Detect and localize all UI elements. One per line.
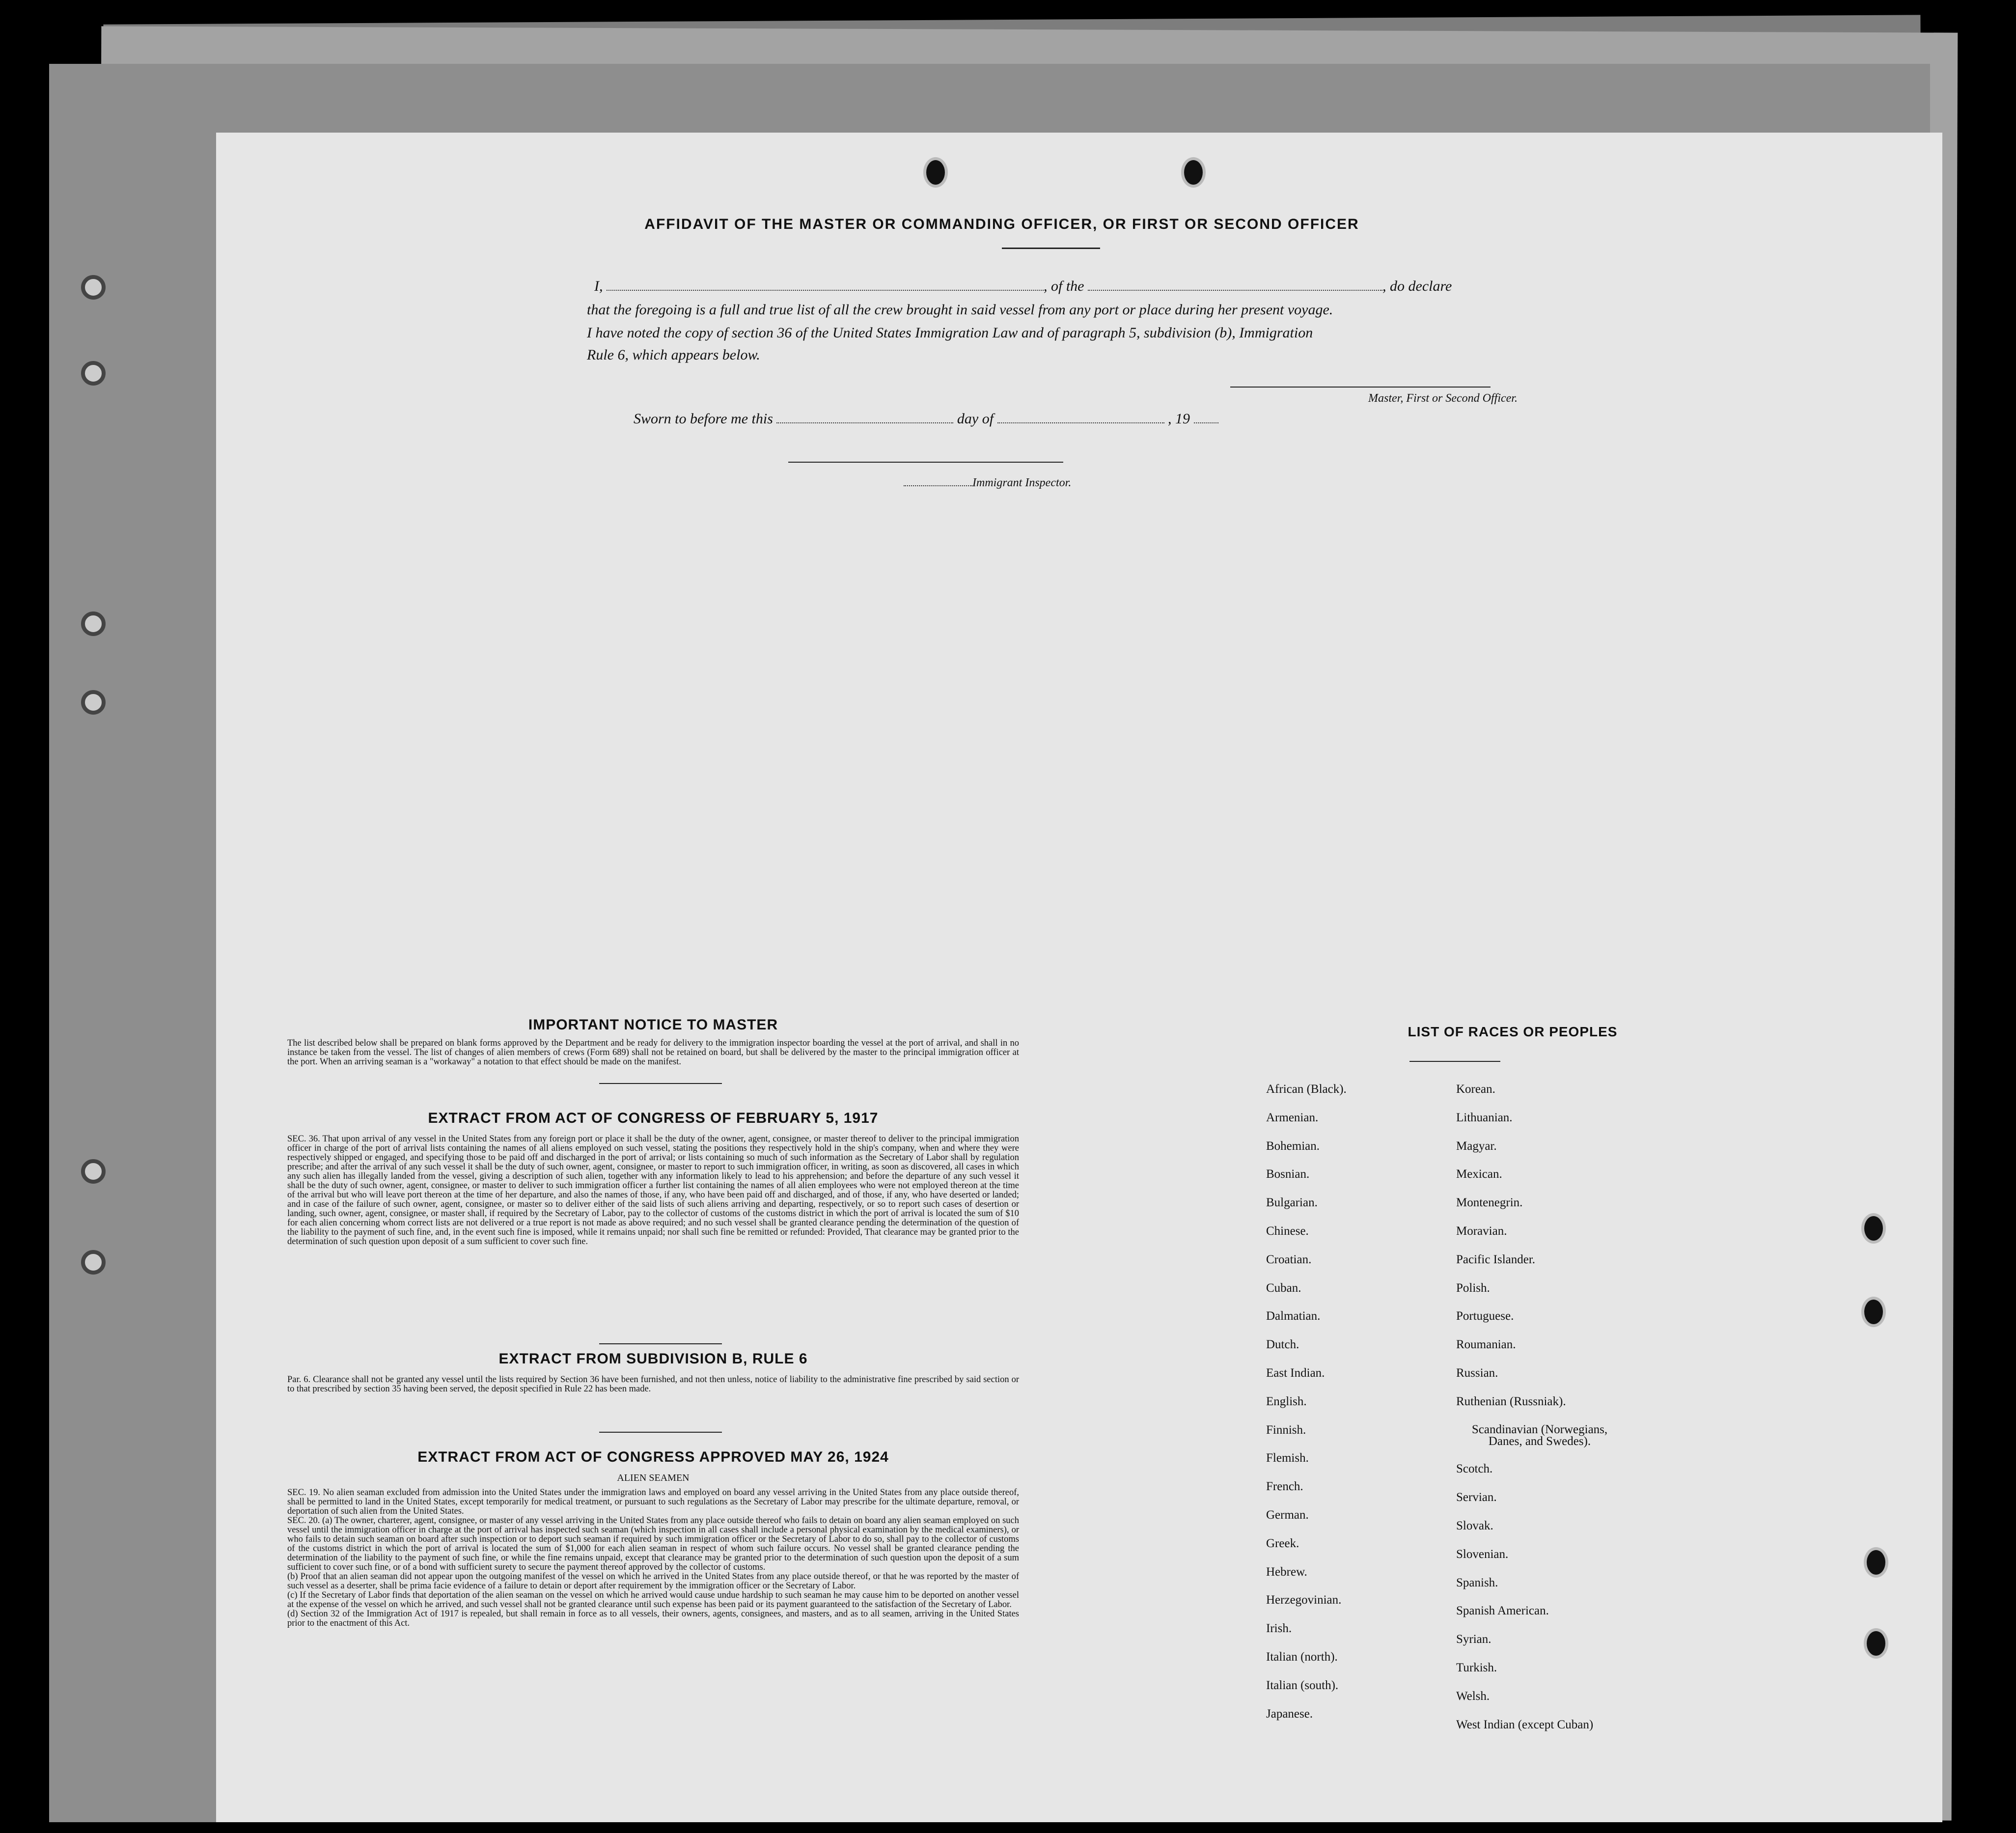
extract-1924-p5: (d) Section 32 of the Immigration Act of 1917 is repealed, but shall remain in force as to all vessels, their owners, agents, consignees, and masters, and as to all seamen, arriving in the United States prior to the enactment of this Act.	[287, 1609, 1019, 1628]
race-item: Italian (south).	[1266, 1678, 1339, 1692]
binder-ring-icon	[81, 275, 106, 300]
binder-ring-icon	[81, 361, 106, 386]
punch-hole-icon	[1861, 1297, 1886, 1327]
affidavit-of-label: , of the	[1044, 278, 1084, 294]
race-item: Turkish.	[1456, 1661, 1497, 1674]
race-item: African (Black).	[1266, 1083, 1347, 1096]
race-item: Dutch.	[1266, 1338, 1299, 1352]
rule6-title: EXTRACT FROM SUBDIVISION B, RULE 6	[498, 1351, 808, 1367]
extract-1924-p4: (c) If the Secretary of Labor finds that deportation of the alien seaman on the vessel on which he arrived would cause undue hardship to such seaman he may cause him to be deported on another vessel at the expense of the vessel on which he arrived, and such vessel shall not be granted clearance until such expense has been paid or its payment guaranteed to the satisfaction of the Secretary of Labor.	[287, 1590, 1019, 1610]
race-item: Irish.	[1266, 1622, 1292, 1636]
race-item: Slovak.	[1456, 1519, 1493, 1532]
divider	[599, 1083, 722, 1084]
sworn-label-c: , 19	[1168, 411, 1190, 427]
race-item: Roumanian.	[1456, 1338, 1516, 1352]
race-item: Flemish.	[1266, 1451, 1309, 1465]
race-item: Moravian.	[1456, 1224, 1507, 1238]
affidavit-i-label: I,	[594, 278, 603, 294]
race-item: Spanish.	[1456, 1576, 1498, 1589]
race-item: Scandinavian (Norwegians, Danes, and Swedes).	[1471, 1422, 1608, 1448]
race-item: Portuguese.	[1456, 1309, 1514, 1323]
race-item: Herzegovinian.	[1266, 1593, 1342, 1607]
sworn-year-field[interactable]	[1194, 422, 1218, 423]
notice-title: IMPORTANT NOTICE TO MASTER	[528, 1017, 778, 1033]
extract-1924-p1: SEC. 19. No alien seaman excluded from admission into the United States under the immigration laws and employed on board any vessel arriving in the United States from any place outside thereof, shall be permitted to land in the United States, except temporarily for medical treatment, or pursuant to such regulations as the Secretary of Labor may prescribe for the ultimate departure, removal, or deportation of such alien from the United States.	[287, 1488, 1019, 1516]
race-item: Korean.	[1456, 1083, 1495, 1096]
sworn-month-field[interactable]	[997, 422, 1164, 423]
race-item: Greek.	[1266, 1536, 1299, 1550]
race-item: Polish.	[1456, 1281, 1490, 1295]
affidavit-line-4: Rule 6, which appears below.	[587, 347, 760, 363]
inspector-dots	[904, 485, 972, 486]
extract-1924-p2: SEC. 20. (a) The owner, charterer, agent, consignee, or master of any vessel arriving in the United States from any place outside thereof who fails to detain on board any alien seaman employed on such vessel until the immigration officer in charge at the port of arrival has inspected such seaman (which inspection in all cases shall include a personal physical examination by the medical examiners), or who fails to detain such seaman on board after such inspection or to deport such seaman if required by such immigration officer or the Secretary of Labor to do so, shall pay to the collector of customs of the customs district in which the port of arrival is located the sum of $1,000 for each alien seaman in respect of whom such failure occurs. No vessel shall be granted clearance pending the determination of the liability to the payment of such fine, or while the fine remains unpaid, except that clearance may be granted prior to the determination of such question upon the deposit of a sum sufficient to cover such fine, or of a bond with sufficient surety to secure the payment thereof approved by the collector of customs.	[287, 1516, 1019, 1572]
inspector-signature-label	[904, 472, 1100, 494]
extract-1924-body	[287, 1488, 1019, 1628]
race-item: Russian.	[1456, 1366, 1498, 1380]
binder-ring-icon	[81, 611, 106, 636]
affidavit-title: AFFIDAVIT OF THE MASTER OR COMMANDING OFFICER, OR FIRST OR SECOND OFFICER	[644, 216, 1359, 232]
race-item: Cuban.	[1266, 1281, 1301, 1295]
race-item: Servian.	[1456, 1491, 1497, 1504]
notice-text: The list described below shall be prepared on blank forms approved by the Department and be ready for delivery to the immigration inspector boarding the vessel at the port of arrival, and shall in no instance be taken from the vessel. The list of changes of alien members of crews (Form 689) shall not be retained on board, but shall be delivered by the master to the principal immigration officer at the port. When an arriving seaman is a "workaway" a notation to that effect should be made on the manifest.	[287, 1038, 1019, 1067]
extract-1924-subtitle: ALIEN SEAMEN	[617, 1472, 690, 1483]
punch-hole-icon	[1181, 157, 1206, 188]
divider	[599, 1343, 722, 1344]
race-item: Slovenian.	[1456, 1547, 1509, 1561]
binder-ring-icon	[81, 1250, 106, 1275]
punch-hole-icon	[1864, 1628, 1888, 1659]
extract-1917-text: SEC. 36. That upon arrival of any vessel in the United States from any foreign port or place it shall be the duty of the owner, agent, consignee, or master thereof to deliver to the principal immigration officer in charge of the port of arrival lists containing the names of all aliens employed on such vessel, stating the positions they respectively hold in the ship's company, when and where they were respectively shipped or engaged, and specifying those to be paid off and discharged in the port of arrival; or lists containing so much of such information as the Secretary of Labor shall by regulation prescribe; and after the arrival of any such vessel it shall be the duty of such owner, agent, consignee, or master to report to such immigration officer, in writing, as soon as discovered, all cases in which any such alien has illegally landed from the vessel, giving a description of such alien, together with any information likely to lead to his apprehension; and before the departure of any such vessel it shall be the duty of such owner, agent, consignee, or master to deliver to such immigration officer a further list containing the names of all alien employees who were not employed thereon at the time of the arrival but who will leave port thereon at the time of her departure, and also the names of those, if any, who have been paid off and discharged, and of those, if any, who have deserted or landed; and in case of the failure of such owner, agent, consignee, or master so to deliver either of the said lists of such aliens arriving and departing, respectively, or so to report such cases of desertion or landing, such owner, agent, consignee, or master shall, if required by the Secretary of Labor, pay to the collector of customs of the customs district in which the port of arrival is located the sum of $10 for each alien concerning whom correct lists are not delivered or a true report is not made as above required; and no such vessel shall be granted clearance pending the determination of the question of the liability to the payment of such fine, and, in the event such fine is imposed, while it remains unpaid; nor shall such fine be remitted or refunded: Provided, That clearance may be granted prior to the determination of such question upon deposit of a sum sufficient to cover such fine.	[287, 1134, 1019, 1247]
race-item: West Indian (except Cuban)	[1456, 1718, 1594, 1731]
extract-1924-title: EXTRACT FROM ACT OF CONGRESS APPROVED MAY 26, 1924	[417, 1449, 889, 1465]
extract-1924-p3: (b) Proof that an alien seaman did not appear upon the outgoing manifest of the vessel on which he arrived in the United States from any place outside thereof, or that he was reported by the master of such vessel as a deserter, shall be prima facie evidence of a failure to detain or deport after requirement by the immigration officer or the Secretary of Labor.	[287, 1572, 1019, 1591]
name-field[interactable]	[607, 290, 1044, 291]
race-item: Japanese.	[1266, 1707, 1313, 1721]
divider	[599, 1432, 722, 1433]
binder-ring-icon	[81, 690, 106, 715]
affidavit-line-1	[594, 275, 1739, 298]
race-item: Chinese.	[1266, 1224, 1309, 1238]
sworn-day-field[interactable]	[776, 422, 953, 423]
race-item: Magyar.	[1456, 1139, 1497, 1153]
race-item: Armenian.	[1266, 1111, 1319, 1124]
divider	[1409, 1061, 1500, 1062]
race-item: Mexican.	[1456, 1167, 1502, 1181]
sworn-label-b: day of	[957, 411, 994, 427]
race-item: English.	[1266, 1394, 1307, 1408]
race-item: Finnish.	[1266, 1423, 1306, 1437]
race-item: German.	[1266, 1508, 1309, 1522]
races-title: LIST OF RACES OR PEOPLES	[1408, 1024, 1618, 1039]
race-item: Welsh.	[1456, 1689, 1490, 1703]
extract-1917-title: EXTRACT FROM ACT OF CONGRESS OF FEBRUARY 5, 1917	[428, 1110, 879, 1126]
affidavit-line-3: I have noted the copy of section 36 of the United States Immigration Law and of paragraph 5, subdivision (b), Immigration	[587, 325, 1313, 341]
race-item: Bulgarian.	[1266, 1196, 1318, 1210]
rule6-text: Par. 6. Clearance shall not be granted any vessel until the lists required by Section 36 have been furnished, and not then unless, notice of liability to the administrative fine prescribed by said section or to that prescribed by section 35 having been served, the deposit specified in Rule 22 has been made.	[287, 1375, 1019, 1394]
race-item: Hebrew.	[1266, 1565, 1307, 1579]
inspector-signature-line[interactable]	[788, 462, 1063, 463]
race-item: Italian (north).	[1266, 1650, 1338, 1664]
race-item: Spanish American.	[1456, 1604, 1549, 1618]
race-item: Lithuanian.	[1456, 1111, 1513, 1124]
race-item: Syrian.	[1456, 1633, 1491, 1646]
affidavit-declare-label: , do declare	[1382, 278, 1452, 294]
race-item: French.	[1266, 1480, 1303, 1494]
sworn-label-a: Sworn to before me this	[634, 411, 773, 427]
affidavit-line-2: that the foregoing is a full and true list of all the crew brought in said vessel from any port or place during her present voyage.	[587, 302, 1333, 318]
master-signature-label: Master, First or Second Officer.	[1368, 392, 1518, 405]
sworn-line	[634, 408, 1419, 430]
race-item: Dalmatian.	[1266, 1309, 1321, 1323]
document-page	[216, 133, 1942, 1822]
race-item: Montenegrin.	[1456, 1196, 1523, 1210]
race-item: Bohemian.	[1266, 1139, 1320, 1153]
punch-hole-icon	[923, 157, 948, 188]
race-item: Pacific Islander.	[1456, 1252, 1536, 1266]
divider	[1002, 248, 1100, 249]
race-item: Ruthenian (Russniak).	[1456, 1394, 1566, 1408]
punch-hole-icon	[1864, 1547, 1888, 1578]
race-item: East Indian.	[1266, 1366, 1325, 1380]
inspector-label-text: Immigrant Inspector.	[972, 476, 1072, 489]
race-item: Scotch.	[1456, 1462, 1493, 1476]
race-item: Croatian.	[1266, 1252, 1312, 1266]
punch-hole-icon	[1861, 1213, 1886, 1244]
vessel-field[interactable]	[1088, 290, 1382, 291]
binder-ring-icon	[81, 1159, 106, 1184]
race-item: Bosnian.	[1266, 1167, 1310, 1181]
